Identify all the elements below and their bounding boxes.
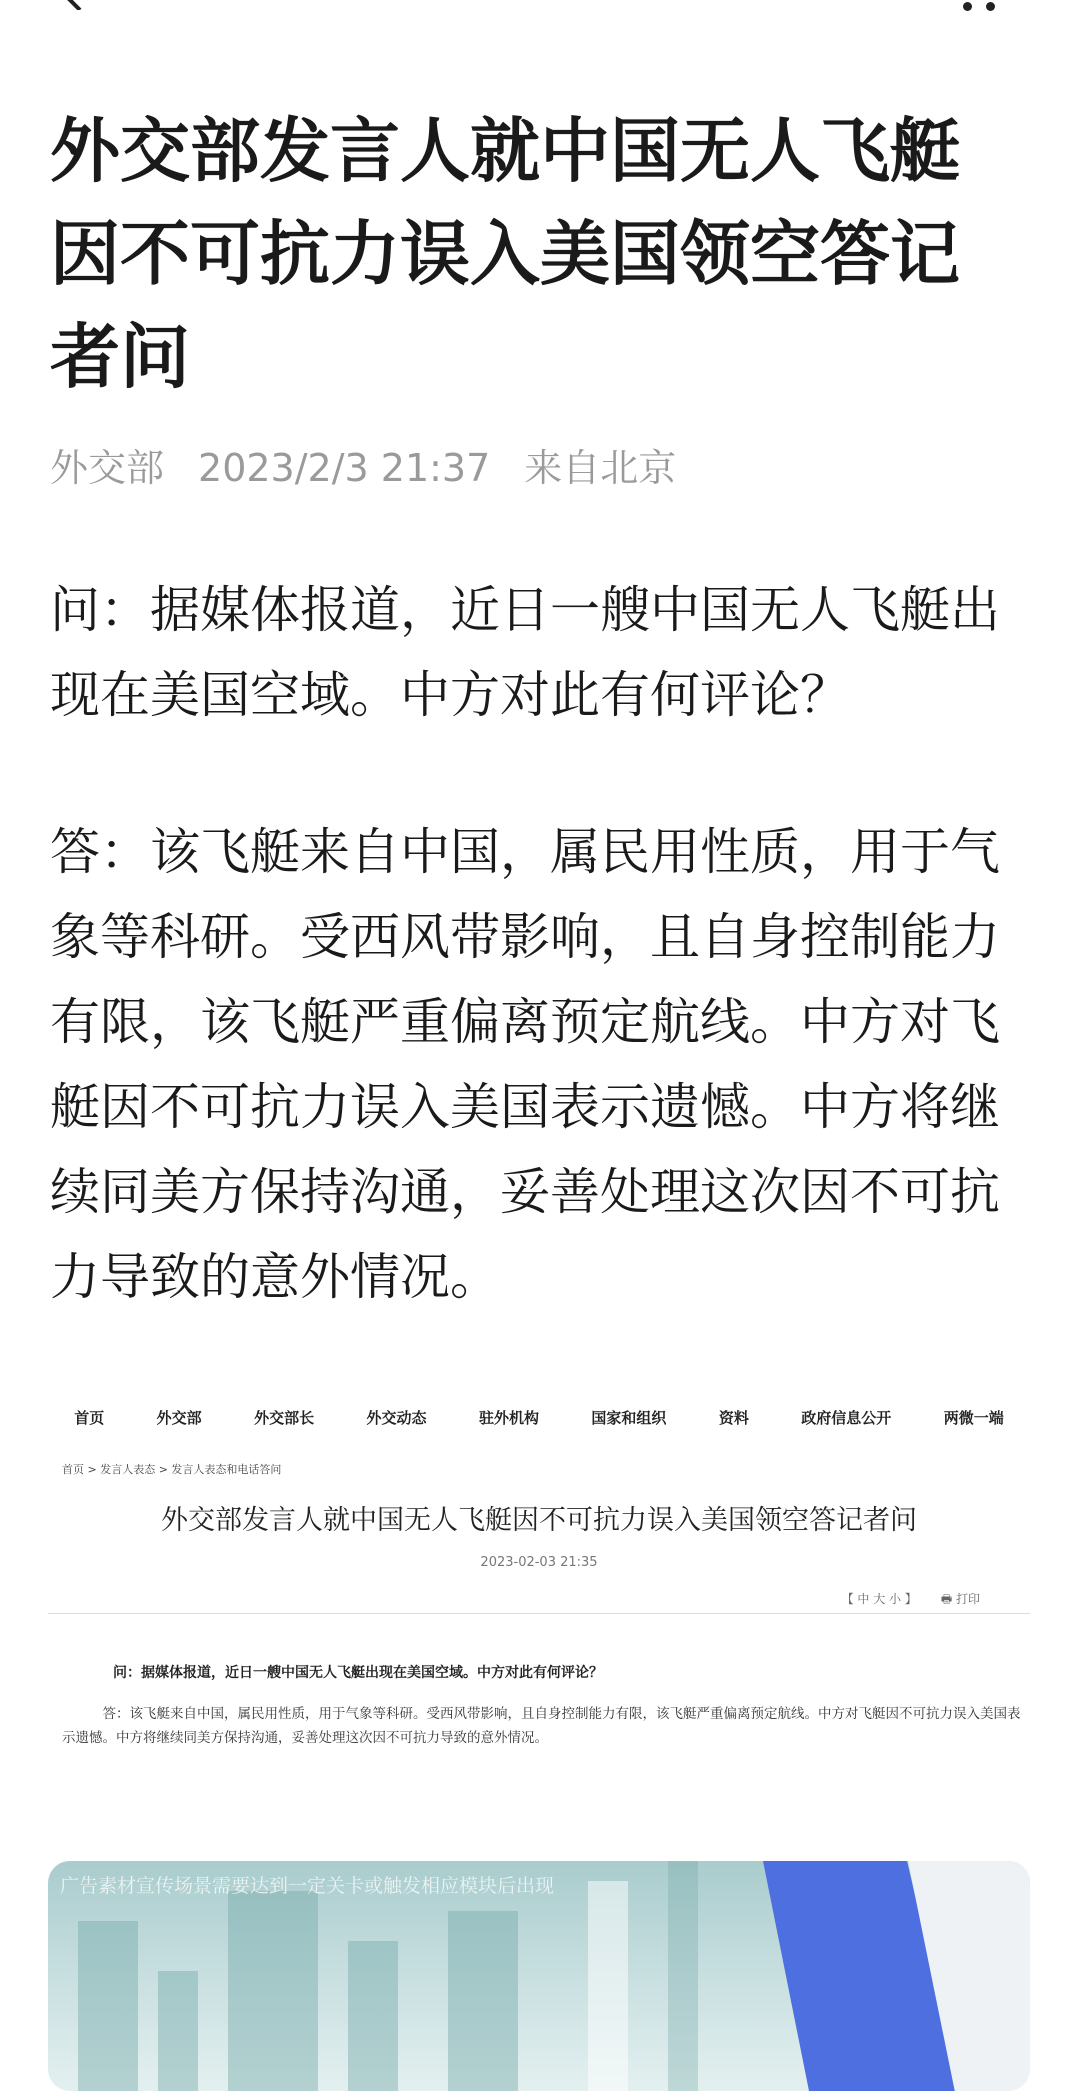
ad-banner[interactable]: [48, 1861, 1030, 2091]
article-meta: [50, 437, 710, 492]
text-line: 现在美国空域。中方对此有何评论？: [50, 666, 850, 724]
text-line: 续同美方保持沟通，妥善处理这次因不可抗: [50, 1163, 1000, 1221]
more-options-icon[interactable]: [963, 2, 995, 11]
text-line: 问：据媒体报道，近日一艘中国无人飞艇出: [50, 581, 1000, 639]
title-line: 因不可抗力误入美国领空答记: [50, 213, 960, 295]
embedded-answer-text: 答：该飞艇来自中国，属民用性质，用于气象等科研。受西风带影响，且自身控制能力有限，该飞艇严重偏离预定航线。中方对飞艇因不可抗力误入美国表示遗憾。中方将继续同美方保持沟通，妥善处理这次因不可抗力导致的意外情况。: [62, 1706, 1021, 1746]
ad-caption: 广告素材宣传场景需要达到一定关卡或触发相应模块后出现: [60, 1875, 555, 1897]
text-line: 象等科研。受西风带影响，且自身控制能力: [50, 908, 1000, 966]
embedded-nav: [48, 1407, 1030, 1428]
embedded-screenshot-image[interactable]: [48, 1385, 1030, 1785]
embedded-breadcrumb: 首页 > 发言人表态 > 发言人表态和电话答问: [62, 1463, 282, 1476]
article-title: [50, 100, 1040, 409]
embedded-date: 2023-02-03 21:35: [480, 1555, 598, 1570]
nav-item: 政府信息公开: [801, 1409, 892, 1427]
nav-item: 资料: [718, 1409, 749, 1427]
nav-item: 首页: [74, 1409, 105, 1427]
source-name[interactable]: 外交部: [50, 446, 165, 490]
text-line: 艇因不可抗力误入美国表示遗憾。中方将继: [50, 1078, 1000, 1136]
printer-icon: 🖶: [940, 1592, 953, 1606]
embedded-tools: [842, 1590, 980, 1611]
divider: [48, 1613, 1030, 1614]
text-line: 有限，该飞艇严重偏离预定航线。中方对飞: [50, 993, 1000, 1051]
embedded-question: 问：据媒体报道，近日一艘中国无人飞艇出现在美国空域。中方对此有何评论？: [113, 1665, 603, 1681]
print-label: 打印: [955, 1592, 980, 1606]
nav-item: 驻外机构: [478, 1409, 539, 1427]
font-size-tool: 【 中 大 小 】: [841, 1592, 917, 1606]
text-line: 力导致的意外情况。: [50, 1248, 500, 1306]
back-chevron-icon[interactable]: [50, 0, 90, 10]
answer-paragraph: [50, 810, 1050, 1320]
nav-item: 外交动态: [366, 1409, 427, 1427]
embedded-answer: [62, 1702, 1022, 1750]
question-paragraph: [50, 568, 1050, 738]
nav-item: 外交部: [156, 1409, 202, 1427]
title-line: 外交部发言人就中国无人飞艇: [50, 110, 960, 192]
print-tool: [941, 1590, 980, 1611]
text-line: 答：该飞艇来自中国，属民用性质，用于气: [50, 823, 1000, 881]
embedded-title: 外交部发言人就中国无人飞艇因不可抗力误入美国领空答记者问: [161, 1505, 917, 1536]
nav-item: 两微一端: [943, 1409, 1004, 1427]
nav-item: 国家和组织: [591, 1409, 667, 1427]
nav-item: 外交部长: [254, 1409, 315, 1427]
publish-time: 2023/2/3 21:37: [198, 446, 491, 490]
location: 来自北京: [524, 446, 677, 490]
title-line: 者问: [50, 316, 190, 398]
